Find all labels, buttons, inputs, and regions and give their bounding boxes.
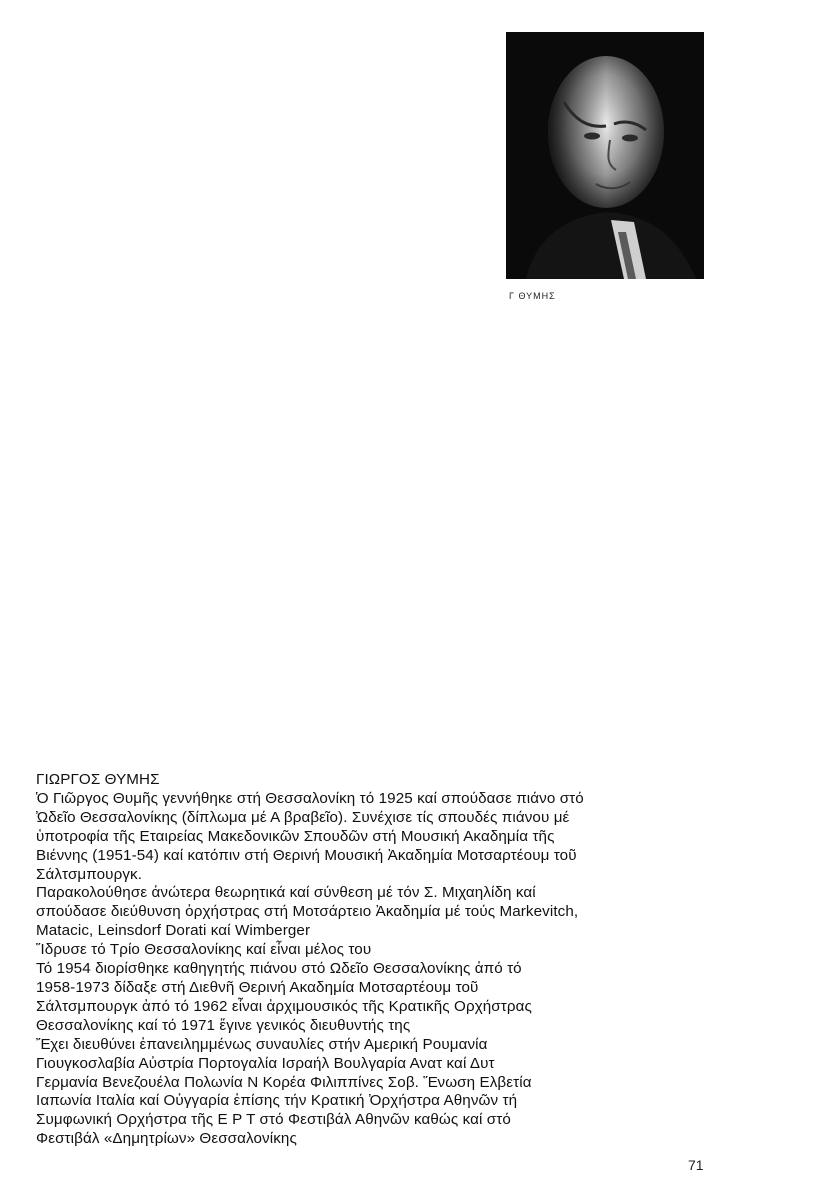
bio-line: Ἔχει διευθύνει ἐπανειλημμένως συναυλίες στήν Αμερική Ρουμανία: [36, 1035, 488, 1053]
bio-line: Φεστιβάλ «Δημητρίων» Θεσσαλονίκης: [36, 1130, 297, 1148]
bio-line: Ὁ Γιῶργος Θυμῆς γεννήθηκε στή Θεσσαλονίκη τό 1925 καί σπούδασε πιάνο στό: [36, 789, 584, 807]
photo-caption: Γ ΘΥΜΗΣ: [509, 291, 556, 301]
bio-line: Ὠδεῖο Θεσσαλονίκης (δίπλωμα μέ Α βραβεῖο). Συνέχισε τίς σπουδές πιάνου μέ: [36, 808, 570, 826]
biography-text: [36, 771, 716, 1149]
bio-line: Σάλτσμπουργκ ἀπό τό 1962 εἶναι ἀρχιμουσικός τῆς Κρατικῆς Ορχήστρας: [36, 997, 532, 1015]
bio-line: Τό 1954 διορίσθηκε καθηγητής πιάνου στό Ωδεῖο Θεσσαλονίκης ἀπό τό: [36, 960, 522, 978]
bio-line: Συμφωνική Ορχήστρα τῆς Ε Ρ Τ στό Φεστιβάλ Αθηνῶν καθώς καί στό: [36, 1111, 511, 1129]
bio-line: σπούδασε διεύθυνση ὀρχήστρας στή Μοτσάρτειο Ἀκαδημία μέ τούς Markevitch,: [36, 903, 579, 921]
bio-line: Σάλτσμπουργκ.: [36, 865, 143, 883]
bio-line: Ἵδρυσε τό Τρίο Θεσσαλονίκης καί εἶναι μέλος του: [36, 941, 372, 959]
bio-heading: ΓΙΩΡΓΟΣ ΘΥΜΗΣ: [36, 771, 160, 788]
page-number: 71: [688, 1157, 704, 1173]
bio-line: Γιουγκοσλαβία Αὐστρία Πορτογαλία Ισραήλ Βουλγαρία Ανατ καί Δυτ: [36, 1054, 495, 1072]
bio-line: Ιαπωνία Ιταλία καί Οὐγγαρία ἐπίσης τήν Κρατική Ὀρχήστρα Αθηνῶν τή: [36, 1092, 518, 1110]
bio-line: 1958-1973 δίδαξε στή Διεθνῆ Θερινή Ακαδημία Μοτσαρτέουμ τοῦ: [36, 978, 479, 996]
portrait-photo: [506, 32, 704, 279]
bio-line: ὑποτροφία τῆς Εταιρείας Μακεδονικῶν Σπουδῶν στή Μουσική Ακαδημία τῆς: [36, 827, 555, 845]
bio-line: Γερμανία Βενεζουέλα Πολωνία Ν Κορέα Φιλιππίνες Σοβ. Ἕνωση Ελβετία: [36, 1073, 532, 1091]
bio-line: Matacic, Leinsdorf Dorati καί Wimberger: [36, 922, 311, 940]
bio-line: Θεσσαλονίκης καί τό 1971 ἔγινε γενικός διευθυντής της: [36, 1016, 411, 1034]
bio-line: Βιέννης (1951-54) καί κατόπιν στή Θερινή Μουσική Ἀκαδημία Μοτσαρτέουμ τοῦ: [36, 846, 577, 864]
bio-line: Παρακολούθησε ἀνώτερα θεωρητικά καί σύνθεση μέ τόν Σ. Μιχαηλίδη καί: [36, 884, 536, 902]
